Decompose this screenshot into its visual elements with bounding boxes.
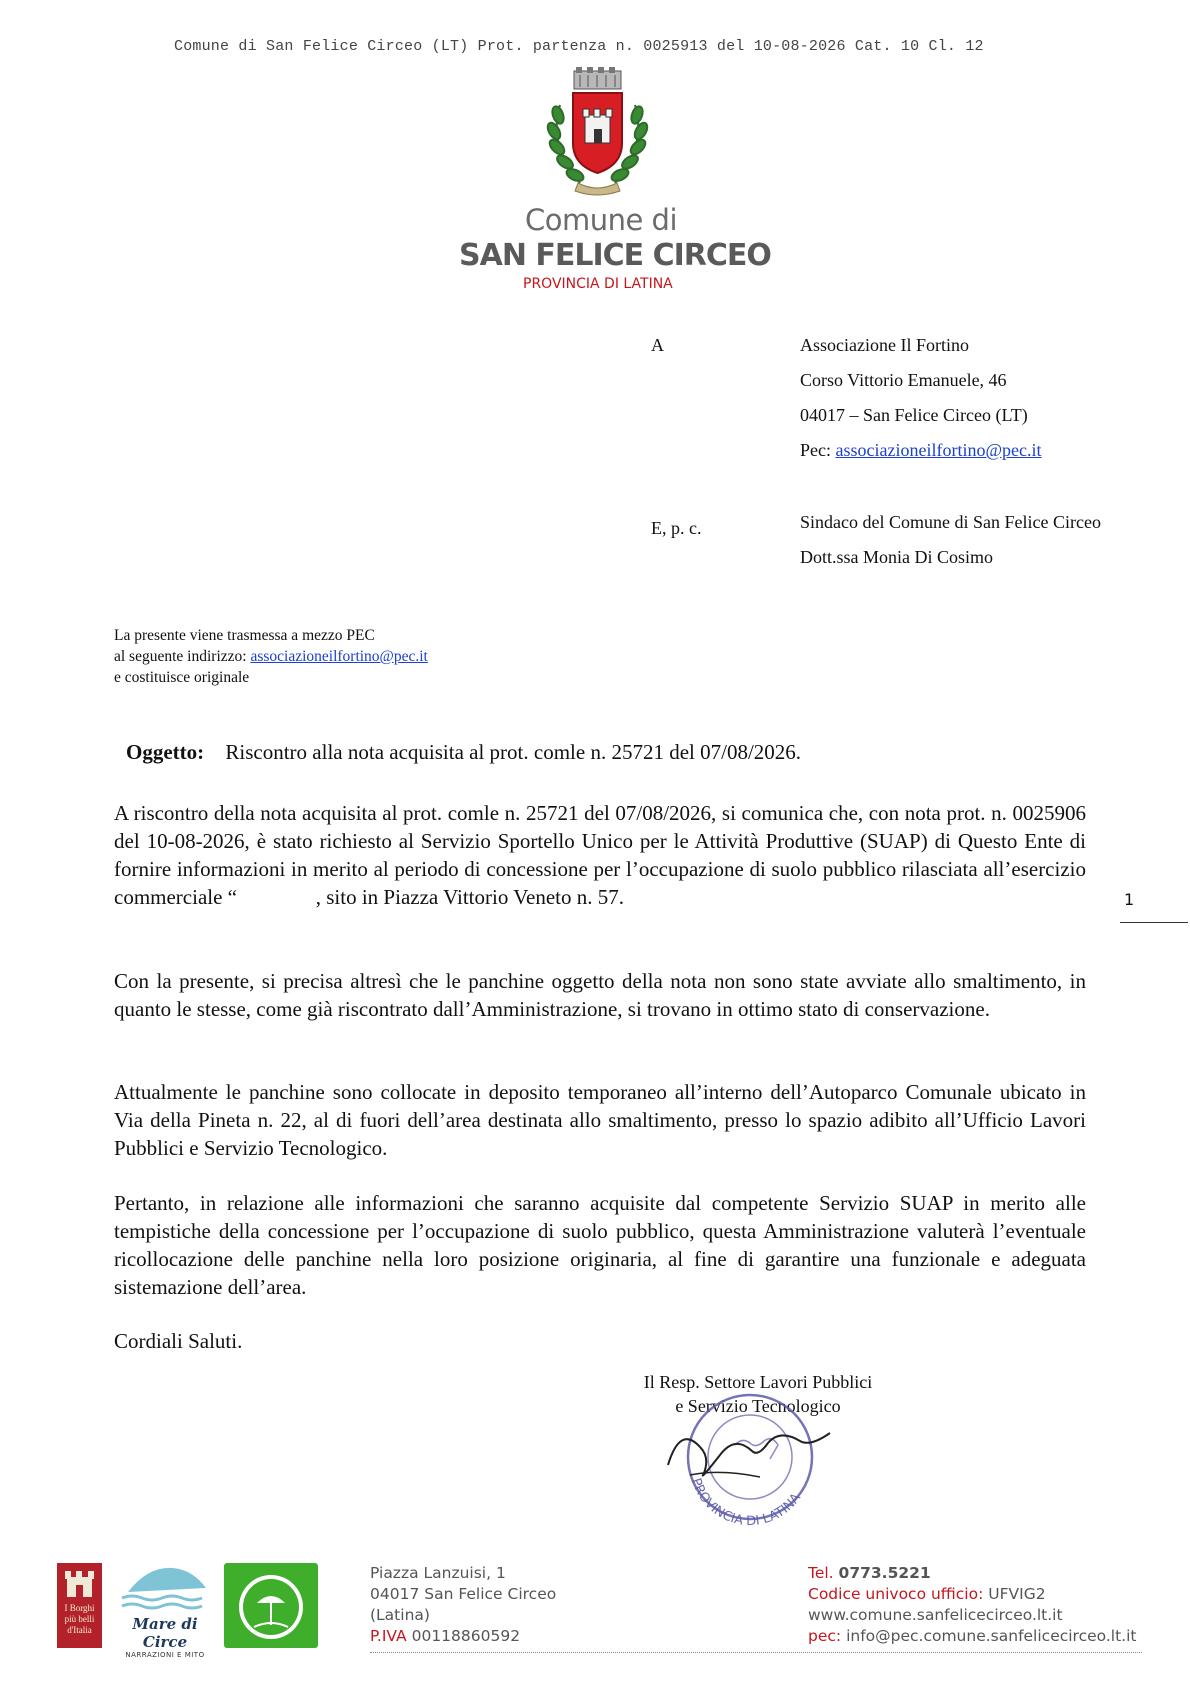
footer-address [370, 1563, 556, 1647]
svg-text:PROVINCIA DI LATINA [688, 1476, 804, 1525]
beach-umbrella-icon [224, 1563, 318, 1648]
recipient-line: 04017 – San Felice Circeo (LT) [800, 405, 1028, 425]
recipient-to-label: A [651, 335, 664, 355]
mare-di-circe-badge [118, 1562, 212, 1659]
spiaggia-badge [224, 1563, 318, 1648]
address-line: Piazza Lanzuisi, 1 [370, 1564, 506, 1582]
mare-subtitle: NARRAZIONI E MITO [125, 1651, 205, 1659]
borghi-badge [57, 1563, 102, 1648]
pec-line [808, 1626, 1136, 1647]
paragraph: Pertanto, in relazione alle informazioni che saranno acquisite dal competente Servizio SUAP in merito alle tempistiche della concessione per l’occupazione di suolo pubblico, questa Amministrazione valuterà l’eventuale ricollocazione delle panchine nella loro posizione originaria, al fine di garantire una funzionale e adeguata sistemazione dell’area. [114, 1191, 1086, 1299]
paragraph: Con la presente, si precisa altresì che le panchine oggetto della nota non sono state avviate allo smaltimento, in quanto le stesse, come già riscontrato dall’Amministrazione, si trovano in ottimo stato di conservazione. [114, 969, 1086, 1021]
borghi-line: I Borghi [64, 1603, 95, 1613]
borghi-line: più belli [64, 1614, 95, 1624]
code-line [808, 1584, 1136, 1605]
closing: Cordiali Saluti. [114, 1329, 243, 1353]
stamp-text: PROVINCIA DI LATINA [687, 1476, 804, 1525]
logo-comune-name: SAN FELICE CIRCEO [459, 238, 771, 273]
subject-line [126, 740, 801, 765]
recipient-line: Corso Vittorio Emanuele, 46 [800, 370, 1007, 390]
mountain-wave-icon [118, 1562, 212, 1612]
transmission-email-link[interactable]: associazioneilfortino@pec.it [250, 648, 428, 665]
recipient-line: Associazione Il Fortino [800, 335, 969, 355]
piva-value: 00118860592 [411, 1627, 521, 1645]
transmission-note [114, 625, 428, 688]
recipient-pec-link[interactable]: associazioneilfortino@pec.it [835, 440, 1042, 460]
piva-line [370, 1626, 556, 1647]
address-line: (Latina) [370, 1606, 430, 1624]
cc-line: Sindaco del Comune di San Felice Circeo [800, 512, 1101, 532]
paragraph: A riscontro della nota acquisita al prot. comle n. 25721 del 07/08/2026, si comunica che, con nota prot. n. 0025906 del 10-08-2026, è stato richiesto al Servizio Sportello Unico per le Attività Produttive (SUAP) di Questo Ente di fornire informazioni in merito al periodo di concessione per l’occupazione di suolo pubblico rilasciata all’esercizio commerciale “ , sito in Piazza Vittorio Veneto n. 57. [114, 801, 1086, 909]
signature-line: Il Resp. Settore Lavori Pubblici [643, 1372, 873, 1392]
coat-of-arms-logo [540, 65, 655, 200]
official-stamp [660, 1385, 840, 1525]
footer-divider [370, 1652, 1142, 1653]
subject-text: Riscontro alla nota acquisita al prot. comle n. 25721 del 07/08/2026. [225, 740, 802, 764]
piva-label: P.IVA [370, 1627, 407, 1645]
logo-comune-di: Comune di [525, 203, 678, 237]
address-line: 04017 San Felice Circeo [370, 1585, 557, 1603]
pec-label: Pec: [800, 440, 831, 460]
cc-line: Dott.ssa Monia Di Cosimo [800, 547, 994, 567]
footer-pec-label: pec: [808, 1627, 842, 1645]
mare-title: Mare di Circe [132, 1615, 198, 1651]
code-value: UFVIG2 [988, 1585, 1046, 1603]
cc-label: E, p. c. [651, 518, 702, 538]
logo-provincia: PROVINCIA DI LATINA [523, 276, 673, 292]
tel-value: 0773.5221 [838, 1564, 931, 1582]
footer-pec-link[interactable]: info@pec.comune.sanfelicecirceo.lt.it [846, 1627, 1137, 1645]
subject-label: Oggetto: [126, 740, 205, 764]
borghi-line: d'Italia [67, 1625, 92, 1635]
paragraph: Attualmente le panchine sono collocate in deposito temporaneo all’interno dell’Autoparco Comunale ubicato in Via della Pineta n. 22, al di fuori dell’area destinata allo smaltimento, presso lo spazio adibito all’Ufficio Lavori Pubblici e Servizio Tecnologico. [114, 1080, 1086, 1160]
code-label: Codice univoco ufficio: [808, 1585, 984, 1603]
transmission-line [114, 646, 428, 667]
website-link[interactable]: www.comune.sanfelicecirceo.lt.it [808, 1606, 1063, 1624]
tel-line [808, 1563, 1136, 1584]
page-number-rule [1120, 922, 1188, 923]
footer-contacts [808, 1563, 1136, 1647]
recipient-pec-line [800, 433, 1042, 468]
transmission-prefix: al seguente indirizzo: [114, 648, 247, 665]
signature-line: e Servizio Tecnologico [675, 1396, 841, 1416]
recipient-to-block [800, 328, 1042, 468]
protocol-header: Comune di San Felice Circeo (LT) Prot. partenza n. 0025913 del 10-08-2026 Cat. 10 Cl. 12 [174, 38, 984, 55]
transmission-line: La presente viene trasmessa a mezzo PEC [114, 627, 375, 644]
tel-label: Tel. [808, 1564, 834, 1582]
castle-icon [57, 1563, 102, 1603]
page-number: 1 [1124, 890, 1135, 909]
transmission-line: e costituisce originale [114, 669, 250, 686]
cc-block [800, 505, 1101, 575]
